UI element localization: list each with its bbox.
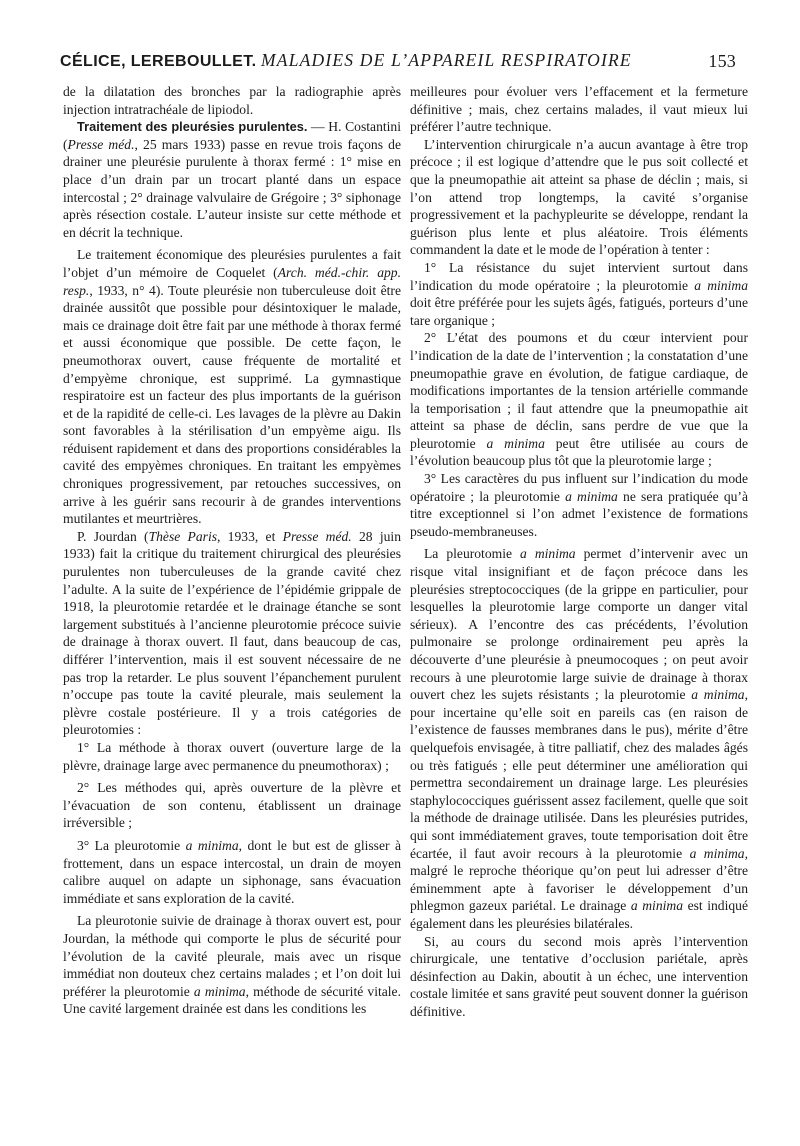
paragraph-text: 2° Les méthodes qui, après ouverture de la plèvre et l’évacuation de son contenu, établissent un drainage irréversible ; (63, 780, 401, 831)
term-italic: a minima (486, 435, 545, 451)
section-heading: Traitement des pleurésies purulentes. (77, 119, 308, 135)
paragraph (63, 83, 401, 118)
paragraph (63, 779, 401, 832)
paragraph-text: est indiqué également dans les pleurésies bilatérales. (410, 898, 748, 931)
paragraph (410, 933, 748, 1021)
paragraph (410, 329, 748, 470)
paragraph-text: 3° Les caractères du pus influent sur l’indication du mode opératoire ; la pleurotomie (410, 471, 748, 504)
paragraph (410, 259, 748, 329)
paragraph-text: ne sera pratiquée qu’à titre exceptionnel si l’on admet l’existence de formations pseudo-membraneuses. (410, 488, 748, 539)
paragraph-text: , 25 mars 1933) passe en revue trois façons de drainer une pleurésie purulente à thorax fermé : 1° mise en place d’un drain par un trocart planté dans un espace intercostal ; 2° drainage valvulaire de Grégoire ; 3° siphonage après résection costale. L’auteur insiste sur cette méthode et en décrit la technique. (63, 136, 402, 240)
paragraph (410, 83, 748, 136)
paragraph (410, 136, 748, 259)
paragraph-text: , pour incertaine qu’elle soit en pareils cas (en raison de l’existence de fausses membranes dans le pus), mérite d’être quelquefois envisagée, à titre palliatif, chez des malades âgés ou très fatigués ; elle peut déterminer une amélioration qui permettra secondairement un drainage large. Les pleurésies staphylococciques guérissent assez facilement, quelle que soit la méthode de drainage utilisée. Dans les pleurésies putrides, qui sont immédiatement graves, toute temporisation doit être écartée, il faut avoir recours à la pleurotomie (410, 687, 748, 861)
term-italic: a minima (691, 687, 745, 703)
paragraph (63, 739, 401, 774)
running-header (60, 50, 750, 80)
paragraph-text: La pleurotomie (424, 546, 521, 562)
paragraph (63, 837, 401, 907)
paragraph-text: , malgré le reproche théorique qu’on peut lui adresser d’être éminemment apte à favoriser le développement d’un phlegmon gazeux pariétal. Le drainage (410, 845, 748, 914)
header-authors: CÉLICE, LEREBOULLET. (60, 53, 257, 70)
paragraph-text: 1° La résistance du sujet intervient surtout dans l’indication du mode opératoire ; la pleurotomie (410, 259, 748, 293)
term-italic: a minima (185, 837, 239, 853)
paragraph-text: L’intervention chirurgicale n’a aucun avantage à être trop précoce ; il est logique d’attendre que le pus soit collecté et que la pneumopathie ait atteint sa phase de déclin ; mais, si l’on attend trop longtemps, la cavité s’organise progressivement et la pachypleurite se développe, rendant la guérison plus lente et plus aléatoire. Trois éléments commandent la date et le mode de l’opération à tenter : (410, 136, 748, 258)
paragraph-text: La pleurotonie suivie de drainage à thorax ouvert est, pour Jourdan, la méthode qui comporte le plus de sécurité pour l’évolution de la cavité pleurale, mais avec un risque immédiat non douteux chez certains malades ; et l’on doit lui préférer la pleurotomie (63, 913, 401, 999)
right-column (410, 83, 748, 1020)
term-italic: a minima (565, 488, 618, 504)
paragraph-text: , 1933, n° 4). Toute pleurésie non tuberculeuse doit être drainée aussitôt que possible pour désintoxiquer le malade, mais ce drainage doit être fait par une méthode à thorax fermé et aussi économique que possible. De cette façon, le pneumothorax ouvert, cause fréquente de mortalité et d’empyème chronique, est supprimé. La gymnastique respiratoire est un facteur des plus importants de la guérison et de la rapidité de celle-ci. Les lavages de la plèvre au Dakin sont favorables à la stérilisation d’un empyème aigu. Ils réduisent rapidement et dans des proportions considérables la cavité des empyèmes chroniques. En traitant les empyèmes chroniques progressivement, par retouches successives, on arrive à les guérir sans recourir à de grandes interventions mutilantes et meurtrières. (63, 282, 401, 527)
paragraph-text: , dont le but est de glisser à frottement, dans un espace intercostal, un drain de moyen calibre auquel on adapte un siphonage, sans évacuation immédiate et sans exploration de la cavité. (63, 837, 401, 906)
citation-italic: Presse méd. (282, 528, 352, 544)
paragraph-text: Si, au cours du second mois après l’intervention chirurgicale, une tentative d’occlusion pariétale, après désinfection au Dakin, aboutit à un échec, une intervention costale limitée et sans gravité peut souvent donner la guérison définitive. (410, 933, 748, 1019)
paragraph-text: 2° L’état des poumons et du cœur intervient pour l’indication de la date de l’intervention ; la constatation d’une pneumopathie grave en évolution, de fatigue cardiaque, de modifications importantes de la tension artérielle commande la temporisation ; il faut attendre que la pneumopathie ait atteint sa phase de déclin, sans perdre de vue que la pleurotomie (410, 330, 748, 451)
term-italic: a minima (689, 845, 745, 861)
paragraph-text: , méthode de sécurité vitale. Une cavité largement drainée est dans les conditions les (63, 983, 401, 1017)
paragraph-text: de la dilatation des bronches par la radiographie après injection intratrachéale de lipiodol. (63, 84, 401, 117)
term-italic: a minima (630, 898, 684, 914)
paragraph-text: meilleures pour évoluer vers l’effacement et la fermeture définitive ; mais, chez certains malades, il vaut mieux lui préférer l’autre technique. (410, 84, 748, 135)
paragraph-text: 28 juin 1933) fait la critique du traitement chirurgical des pleurésies purulentes non tuberculeuses de la grande cavité chez l’adulte. A la suite de l’expérience de l’épidémie grippale de 1918, la pleurotomie retardée et le drainage étanche se sont largement substitués à l’ancienne pleurotomie précoce suivie de drainage à thorax ouvert. Il faut, dans beaucoup de cas, différer l’intervention, mais il est souvent nécessaire de ne pas trop la retarder. Le plus souvent l’épanchement purulent n’occupe pas toute la cavité pleurale, mais seulement la plèvre costale postérieure. Il y a trois catégories de pleurotomies : (63, 528, 401, 738)
left-column (63, 83, 401, 1018)
paragraph-text: permet d’intervenir avec un risque vital insignifiant et de façon précoce dans les pleurésies streptococciques (de la grippe en particulier, pour lesquelles la pleurotomie large comporte un danger vital sérieux). A l’encontre des cas précédents, l’évolution pulmonaire se prolonge ordinairement peu après la découverte d’une pleurésie à pneumocoques ; on peut avoir recours à une pleurotomie large suivie de drainage à thorax ouvert chez les sujets résistants ; la pleurotomie (410, 546, 748, 703)
page-number: 153 (708, 51, 736, 71)
paragraph (63, 528, 401, 739)
paragraph-text: peut être utilisée au cours de l’évolution beaucoup plus tôt que la pleurotomie large ; (410, 435, 748, 469)
header-title: MALADIES DE L’APPAREIL RESPIRATOIRE (261, 50, 632, 70)
paragraph-text: 1° La méthode à thorax ouvert (ouverture large de la plèvre, drainage large avec permanence du pneumothorax) ; (63, 739, 401, 773)
citation-italic: Presse méd. (67, 136, 135, 152)
paragraph (410, 545, 748, 932)
paragraph (63, 246, 401, 528)
paragraph-text: , 1933, et (217, 528, 283, 544)
paragraph-text: 3° La pleurotomie (77, 837, 186, 853)
paragraph-text: doit être préférée pour les sujets âgés, fatigués, porteurs d’une tare organique ; (410, 295, 748, 328)
citation-italic: Thèse Paris (148, 528, 218, 544)
paragraph (63, 912, 401, 1018)
term-italic: a minima (193, 983, 246, 999)
term-italic: a minima (520, 546, 576, 562)
paragraph-text: — H. Costantini ( (63, 119, 401, 152)
term-italic: a minima (694, 277, 748, 293)
paragraph-text: P. Jourdan ( (77, 528, 149, 544)
paragraph-text: Le traitement économique des pleurésies purulentes a fait l’objet d’un mémoire de Coquelet ( (63, 247, 401, 280)
paragraph (410, 470, 748, 540)
paragraph (63, 118, 401, 241)
citation-italic: Arch. méd.-chir. app. resp. (63, 264, 401, 298)
